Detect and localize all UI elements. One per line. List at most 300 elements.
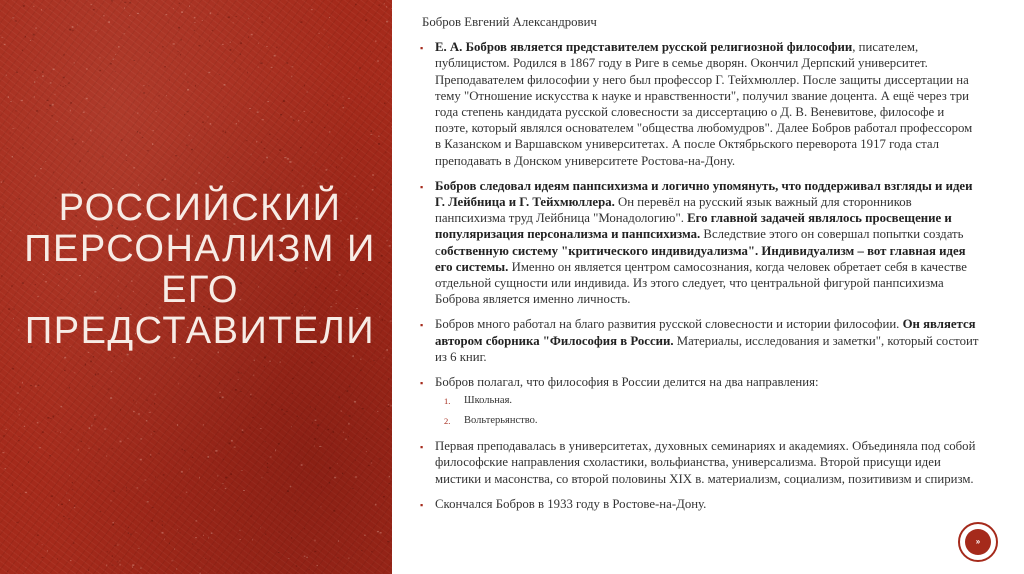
grain-speck: [284, 157, 286, 158]
grain-speck: [314, 551, 316, 552]
grain-speck: [104, 428, 106, 429]
grain-speck: [34, 70, 36, 71]
grain-speck: [101, 356, 102, 357]
grain-speck: [112, 524, 114, 525]
grain-speck: [371, 130, 373, 132]
grain-speck: [361, 550, 363, 551]
grain-speck: [329, 131, 331, 132]
grain-speck: [302, 418, 303, 419]
grain-speck: [65, 85, 66, 86]
grain-speck: [250, 516, 252, 517]
grain-speck: [304, 85, 305, 87]
grain-speck: [315, 420, 317, 421]
grain-speck: [219, 397, 221, 399]
grain-speck: [349, 415, 351, 416]
grain-speck: [236, 123, 237, 124]
grain-speck: [222, 397, 224, 399]
grain-speck: [311, 362, 313, 364]
grain-speck: [56, 140, 57, 141]
grain-speck: [3, 435, 5, 436]
grain-speck: [253, 375, 254, 376]
grain-speck: [138, 184, 139, 186]
bullet-icon: ▪: [420, 43, 424, 54]
grain-speck: [225, 385, 226, 386]
grain-speck: [158, 95, 159, 96]
grain-speck: [180, 54, 181, 55]
grain-speck: [338, 557, 339, 559]
grain-speck: [120, 409, 121, 411]
grain-speck: [155, 477, 156, 478]
grain-speck: [314, 446, 315, 447]
grain-speck: [171, 561, 173, 562]
grain-speck: [290, 117, 291, 118]
bullet-collection: [420, 316, 980, 365]
grain-speck: [146, 420, 148, 421]
grain-speck: [92, 386, 93, 387]
grain-speck: [108, 21, 110, 23]
grain-speck: [235, 61, 236, 63]
grain-speck: [333, 510, 335, 512]
grain-speck: [33, 6, 34, 7]
grain-speck: [320, 64, 321, 65]
grain-speck: [137, 131, 138, 132]
grain-speck: [186, 145, 188, 146]
grain-speck: [364, 535, 366, 536]
grain-speck: [239, 573, 240, 574]
grain-speck: [171, 101, 172, 102]
grain-speck: [100, 57, 101, 59]
grain-speck: [4, 44, 6, 45]
grain-speck: [349, 386, 350, 388]
grain-speck: [52, 104, 54, 106]
grain-speck: [33, 34, 35, 36]
grain-speck: [325, 182, 326, 183]
grain-speck: [329, 144, 330, 145]
grain-speck: [194, 30, 195, 31]
grain-speck: [221, 89, 222, 90]
grain-speck: [47, 550, 48, 552]
grain-speck: [15, 20, 17, 21]
grain-speck: [163, 474, 165, 475]
grain-speck: [119, 561, 120, 562]
grain-speck: [379, 5, 380, 6]
grain-speck: [140, 568, 142, 569]
grain-speck: [203, 535, 204, 536]
grain-speck: [297, 416, 298, 417]
grain-speck: [342, 473, 343, 475]
grain-speck: [248, 18, 249, 20]
grain-speck: [341, 410, 342, 412]
grain-speck: [127, 354, 129, 356]
grain-speck: [69, 29, 71, 31]
grain-speck: [57, 431, 58, 432]
grain-speck: [104, 107, 106, 108]
grain-speck: [346, 414, 347, 415]
grain-speck: [267, 472, 269, 473]
grain-speck: [277, 8, 278, 9]
grain-speck: [264, 366, 265, 367]
grain-speck: [18, 436, 19, 437]
grain-speck: [215, 452, 216, 454]
grain-speck: [348, 558, 350, 559]
grain-speck: [69, 475, 70, 476]
grain-speck: [2, 452, 4, 453]
grain-speck: [327, 429, 329, 430]
grain-speck: [257, 4, 258, 5]
bullet-text: Е. А. Бобров является представителем русской религиозной философии, писателем, публицистом. Родился в 1867 году в Риге в семье дворян. Окончил Дерпский университет. Преподавателем философии у него был профессор Г. Тейхмюллер. После защиты диссертации на тему "Отношение искусства к науке и нравственности", получил звание доцента. А ещё через три года степень кандидата русской словесности за диссертацию о Д. В. Веневитове, философе и поэте, который являлся основателем "общества любомудров". Далее Бобров работал профессором в Казанском и Варшавском университетах. А после Октябрьского переворота 1917 года стал преподавать в Донском университете Ростова-на-Дону.: [435, 40, 973, 168]
sub-item-label: Вольтерьянство.: [464, 415, 538, 427]
grain-speck: [296, 565, 297, 567]
grain-speck: [129, 15, 130, 16]
grain-speck: [191, 359, 192, 360]
grain-speck: [47, 417, 49, 419]
grain-speck: [103, 15, 105, 16]
grain-speck: [151, 434, 152, 435]
grain-speck: [290, 486, 291, 488]
grain-speck: [219, 382, 220, 384]
grain-speck: [262, 119, 264, 120]
grain-speck: [158, 108, 159, 109]
grain-speck: [300, 147, 302, 148]
grain-speck: [146, 400, 147, 401]
grain-speck: [327, 104, 328, 106]
grain-speck: [203, 424, 204, 426]
grain-speck: [339, 396, 340, 398]
grain-speck: [361, 96, 362, 97]
grain-speck: [304, 111, 306, 112]
grain-speck: [55, 432, 56, 433]
grain-speck: [266, 46, 268, 47]
grain-speck: [83, 112, 85, 113]
grain-speck: [385, 47, 386, 48]
grain-speck: [142, 137, 143, 138]
grain-speck: [177, 529, 178, 530]
grain-speck: [238, 379, 239, 380]
grain-speck: [152, 143, 153, 145]
grain-speck: [74, 144, 76, 145]
grain-speck: [242, 430, 244, 431]
grain-speck: [321, 507, 322, 508]
grain-speck: [86, 68, 87, 70]
grain-speck: [47, 109, 48, 110]
grain-speck: [289, 161, 291, 163]
grain-speck: [23, 5, 25, 7]
grain-speck: [136, 403, 137, 404]
grain-speck: [260, 528, 261, 529]
grain-speck: [249, 108, 251, 109]
grain-speck: [42, 432, 44, 433]
grain-speck: [287, 158, 289, 159]
grain-speck: [389, 483, 391, 484]
grain-speck: [371, 463, 372, 464]
grain-speck: [70, 110, 71, 112]
grain-speck: [22, 147, 23, 148]
grain-speck: [49, 354, 50, 355]
grain-speck: [341, 157, 342, 158]
grain-speck: [126, 160, 127, 161]
grain-speck: [21, 100, 23, 101]
grain-speck: [271, 67, 273, 68]
sub-item-school: [420, 394, 980, 408]
grain-speck: [96, 462, 97, 463]
grain-speck: [70, 429, 71, 430]
grain-speck: [278, 443, 280, 444]
grain-speck: [112, 555, 113, 556]
grain-speck: [120, 441, 122, 443]
grain-speck: [133, 411, 135, 412]
grain-speck: [103, 156, 104, 158]
grain-speck: [382, 319, 383, 321]
grain-speck: [210, 12, 212, 14]
grain-speck: [3, 181, 4, 183]
bullet-biography: [420, 39, 980, 169]
grain-speck: [139, 378, 141, 380]
grain-speck: [230, 379, 231, 380]
grain-speck: [138, 413, 139, 415]
grain-speck: [99, 449, 100, 450]
grain-speck: [117, 561, 118, 562]
grain-speck: [250, 394, 251, 395]
grain-speck: [156, 111, 157, 112]
bullet-icon: ▪: [420, 442, 424, 453]
grain-speck: [120, 428, 121, 429]
grain-speck: [223, 459, 224, 460]
grain-speck: [362, 408, 364, 409]
grain-speck: [124, 33, 126, 34]
grain-speck: [240, 54, 241, 55]
grain-speck: [50, 82, 52, 83]
grain-speck: [227, 157, 229, 158]
grain-speck: [298, 375, 299, 376]
grain-speck: [90, 477, 91, 478]
grain-speck: [195, 85, 196, 87]
bullet-first-direction: [420, 438, 980, 487]
grain-speck: [215, 450, 217, 452]
grain-speck: [228, 16, 230, 18]
grain-speck: [7, 148, 8, 149]
grain-speck: [199, 375, 201, 377]
grain-speck: [150, 456, 151, 458]
grain-speck: [124, 2, 126, 3]
grain-speck: [10, 133, 11, 134]
grain-speck: [347, 390, 349, 392]
grain-speck: [386, 357, 387, 358]
grain-speck: [115, 71, 116, 72]
grain-speck: [256, 141, 257, 142]
grain-speck: [321, 486, 322, 488]
grain-speck: [19, 386, 20, 388]
grain-speck: [25, 492, 27, 493]
grain-speck: [286, 62, 288, 64]
grain-speck: [293, 120, 295, 121]
grain-speck: [298, 120, 299, 121]
grain-speck: [90, 361, 92, 363]
grain-speck: [271, 405, 273, 406]
grain-speck: [292, 393, 293, 394]
grain-speck: [49, 455, 51, 456]
grain-speck: [221, 184, 222, 186]
grain-speck: [379, 459, 381, 460]
grain-speck: [145, 480, 147, 481]
grain-speck: [133, 167, 134, 168]
grain-speck: [352, 355, 354, 357]
grain-speck: [251, 154, 252, 155]
grain-speck: [214, 489, 215, 490]
grain-speck: [49, 105, 51, 107]
grain-speck: [291, 76, 292, 78]
grain-speck: [85, 364, 86, 366]
grain-speck: [390, 184, 392, 186]
grain-speck: [348, 436, 349, 438]
grain-speck: [377, 60, 378, 62]
grain-speck: [246, 140, 248, 141]
grain-speck: [375, 504, 377, 506]
grain-speck: [36, 110, 38, 112]
grain-speck: [107, 551, 108, 552]
grain-speck: [110, 501, 111, 502]
grain-speck: [143, 85, 145, 86]
grain-speck: [384, 357, 385, 358]
grain-speck: [255, 398, 256, 399]
grain-speck: [375, 41, 376, 42]
grain-speck: [42, 557, 44, 558]
grain-speck: [42, 72, 43, 73]
grain-speck: [13, 309, 15, 310]
grain-speck: [230, 49, 232, 51]
grain-speck: [12, 128, 14, 129]
grain-speck: [141, 73, 142, 74]
grain-speck: [331, 160, 332, 161]
grain-speck: [222, 44, 224, 45]
grain-speck: [142, 353, 143, 354]
grain-speck: [191, 149, 193, 150]
grain-speck: [3, 207, 4, 208]
grain-speck: [360, 359, 361, 360]
grain-speck: [195, 537, 197, 538]
grain-speck: [93, 356, 94, 358]
grain-speck: [151, 520, 153, 522]
grain-speck: [64, 370, 66, 371]
grain-speck: [224, 84, 226, 86]
grain-speck: [52, 115, 53, 116]
grain-speck: [49, 9, 51, 10]
grain-speck: [6, 429, 7, 430]
grain-speck: [264, 357, 266, 359]
grain-speck: [266, 179, 267, 180]
grain-speck: [72, 489, 74, 490]
grain-speck: [384, 3, 385, 4]
grain-speck: [338, 540, 339, 542]
grain-speck: [252, 539, 253, 540]
grain-speck: [98, 373, 99, 375]
grain-speck: [258, 43, 259, 44]
grain-speck: [24, 426, 25, 427]
grain-speck: [166, 14, 168, 15]
grain-speck: [291, 426, 292, 427]
grain-speck: [35, 175, 36, 176]
grain-speck: [237, 510, 238, 511]
grain-speck: [238, 120, 239, 121]
grain-speck: [194, 17, 196, 18]
grain-speck: [304, 556, 306, 557]
grain-speck: [78, 449, 79, 451]
grain-speck: [22, 382, 23, 384]
grain-speck: [119, 564, 121, 565]
grain-speck: [262, 16, 263, 17]
grain-speck: [278, 532, 279, 533]
grain-speck: [41, 358, 42, 359]
grain-speck: [388, 404, 390, 405]
grain-speck: [318, 33, 320, 34]
grain-speck: [343, 105, 344, 106]
grain-speck: [74, 507, 76, 508]
grain-speck: [108, 389, 110, 390]
grain-speck: [284, 414, 286, 415]
grain-speck: [168, 23, 169, 24]
sub-item-voltairianism: [420, 414, 980, 428]
next-slide-button[interactable]: [958, 522, 998, 562]
grain-speck: [240, 530, 241, 531]
grain-speck: [275, 450, 276, 452]
grain-speck: [35, 27, 36, 28]
grain-speck: [211, 533, 213, 535]
grain-speck: [112, 522, 114, 523]
grain-speck: [181, 11, 183, 13]
grain-speck: [198, 549, 199, 550]
grain-speck: [61, 504, 63, 505]
grain-speck: [355, 4, 356, 5]
grain-speck: [200, 567, 201, 568]
grain-speck: [373, 360, 375, 361]
grain-speck: [384, 320, 385, 321]
grain-speck: [354, 401, 356, 403]
grain-speck: [30, 40, 31, 41]
grain-speck: [143, 92, 145, 93]
grain-speck: [184, 114, 185, 115]
grain-speck: [277, 139, 278, 140]
bullet-icon: ▪: [420, 378, 424, 389]
grain-speck: [278, 552, 280, 553]
grain-speck: [99, 70, 101, 71]
grain-speck: [318, 395, 319, 396]
grain-speck: [248, 36, 249, 38]
grain-speck: [138, 548, 140, 549]
grain-speck: [306, 557, 308, 558]
grain-speck: [292, 170, 293, 171]
grain-speck: [182, 449, 183, 450]
grain-speck: [175, 155, 177, 156]
grain-speck: [154, 394, 156, 395]
grain-speck: [288, 558, 289, 559]
grain-speck: [178, 51, 179, 52]
grain-speck: [72, 30, 74, 31]
grain-speck: [179, 3, 180, 4]
grain-speck: [260, 62, 262, 64]
grain-speck: [377, 411, 378, 412]
grain-speck: [205, 558, 206, 559]
grain-speck: [311, 9, 313, 10]
grain-speck: [336, 166, 337, 168]
grain-speck: [181, 39, 182, 40]
grain-speck: [231, 440, 233, 442]
grain-speck: [312, 422, 313, 423]
grain-speck: [345, 439, 346, 441]
grain-speck: [261, 142, 262, 144]
grain-speck: [241, 470, 243, 471]
grain-speck: [86, 98, 88, 100]
grain-speck: [74, 372, 75, 373]
grain-speck: [217, 475, 218, 476]
